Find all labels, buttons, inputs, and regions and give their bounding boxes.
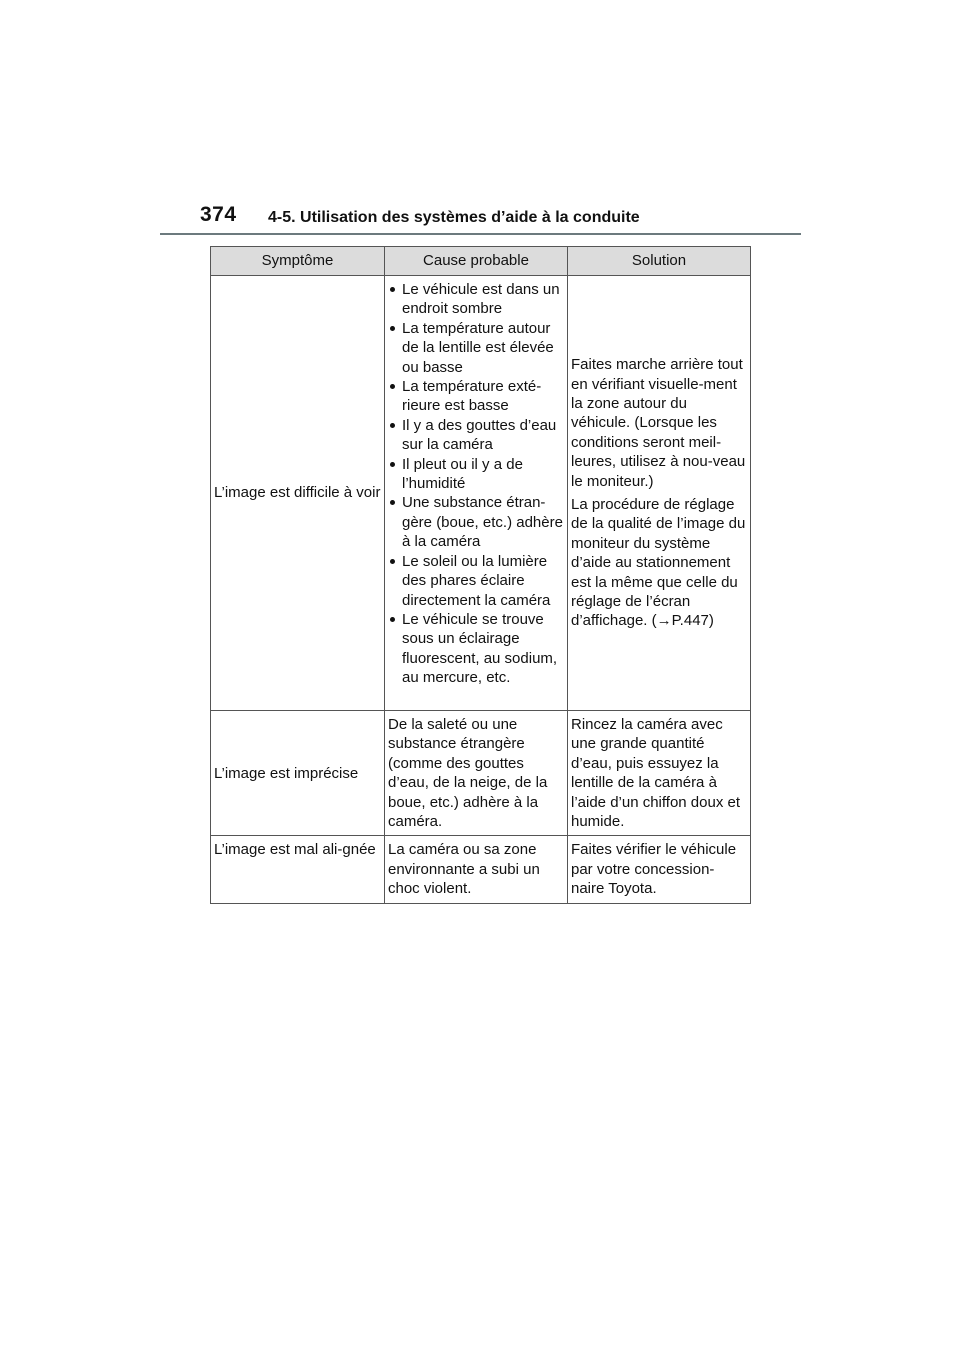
cause-item: Le véhicule se trouve sous un éclairage fluorescent, au sodium, au mercure, etc.	[388, 610, 564, 688]
table-row	[211, 711, 751, 836]
cause-cell: La caméra ou sa zone environnante a subi un choc violent.	[385, 836, 568, 904]
solution-paragraph: Faites marche arrière tout en vérifiant visuelle-ment la zone autour du véhicule. (Lorsque les conditions seront meil-leures, utilisez à nou-veau le moniteur.)	[571, 356, 746, 490]
solution-paragraph: Rincez la caméra avec une grande quantité d’eau, puis essuyez la lentille de la caméra à l’aide d’un chiffon doux et humide.	[571, 716, 741, 831]
cause-item: Le véhicule est dans un endroit sombre	[388, 280, 564, 319]
table-header-row	[211, 247, 751, 276]
cause-cell: De la saleté ou une substance étrangère (comme des gouttes d’eau, de la neige, de la boue, etc.) adhère à la caméra.	[385, 711, 568, 836]
cause-item: Il pleut ou il y a de l’humidité	[388, 455, 564, 494]
table-row	[211, 276, 751, 711]
table-row	[211, 836, 751, 904]
cause-item: La température exté-rieure est basse	[388, 377, 564, 416]
header-divider	[160, 233, 801, 235]
cause-item: Il y a des gouttes d’eau sur la caméra	[388, 416, 564, 455]
section-title: 4-5. Utilisation des systèmes d’aide à la conduite	[268, 209, 640, 226]
cause-item: Une substance étran-gère (boue, etc.) adhère à la caméra	[388, 493, 564, 551]
troubleshooting-table	[210, 246, 751, 904]
solution-cell	[568, 836, 751, 904]
solution-cell	[568, 711, 751, 836]
cause-cell	[385, 276, 568, 711]
solution-paragraph: La procédure de réglage de la qualité de l’image du moniteur du système d’aide au stationnement est la même que celle du réglage de l’écran d’affichage. (→P.447)	[571, 496, 746, 630]
solution-cell	[568, 276, 751, 711]
cause-list	[388, 280, 564, 688]
page-number: 374	[200, 203, 237, 226]
cause-item: Le soleil ou la lumière des phares éclaire directement la caméra	[388, 552, 564, 610]
solution-paragraph: Faites vérifier le véhicule par votre concession-naire Toyota.	[571, 841, 737, 898]
column-header-cause: Cause probable	[385, 247, 568, 276]
symptom-cell: L’image est difficile à voir	[211, 276, 385, 711]
symptom-cell: L’image est mal ali-gnée	[211, 836, 385, 904]
column-header-symptom: Symptôme	[211, 247, 385, 276]
symptom-cell: L’image est imprécise	[211, 711, 385, 836]
cause-item: La température autour de la lentille est élevée ou basse	[388, 319, 564, 377]
column-header-solution: Solution	[568, 247, 751, 276]
